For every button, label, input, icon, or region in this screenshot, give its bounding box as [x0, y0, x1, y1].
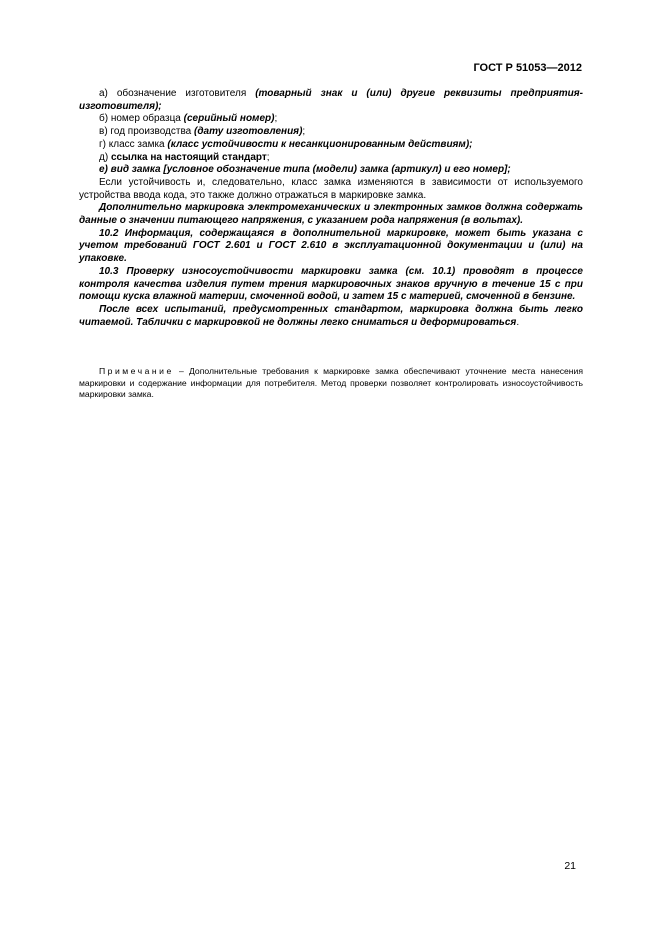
list-item-b [79, 113, 583, 126]
note-block [79, 366, 583, 401]
list-item-e: е) вид замка [условное обозначение типа (модели) замка (артикул) и его номер]; [99, 164, 511, 176]
paragraph-after-tests-end: . [516, 316, 520, 328]
note-label: Примечание [99, 366, 174, 376]
paragraph-10-3: 10.3 Проверку износоустойчивости маркировки замка (см. 10.1) проводят в процессе контроля качества изделия путем трения маркировочных знаков вручную в течение 15 с при помощи куска влажной материи, смоченной водой, и затем 15 с материей, смоченной в бензине. [79, 265, 583, 303]
list-item-v [79, 126, 583, 139]
list-item-g-emphasis: (класс устойчивости к несанкционированным действиям); [167, 138, 473, 150]
note-text: – Дополнительные требования к маркировке замка обеспечивают уточнение места нанесения маркировки и содержание информации для потребителя. Метод проверки позволяет контролировать износоустойчивость маркировки замка. [79, 366, 583, 400]
paragraph-after-tests-emphasis: После всех испытаний, предусмотренных стандартом, маркировка должна быть легко читаемой. Таблички с маркировкой не должны легко сниматься и деформироваться [79, 303, 583, 328]
list-item-v-text: в) год производства [99, 126, 195, 138]
paragraph-after-tests [79, 304, 583, 329]
list-item-b-emphasis: (серийный номер) [183, 113, 275, 125]
paragraph-resistance: Если устойчивость и, следовательно, класс замка изменяются в зависимости от используемого устройства ввода кода, это также должно отражаться в маркировке замка. [79, 176, 583, 201]
note-paragraph [79, 366, 583, 401]
list-item-g-text: г) класс замка [99, 138, 168, 150]
paragraph-electromechanical: Дополнительно маркировка электромеханических и электронных замков должна содержать данные о значении питающего напряжения, с указанием рода напряжения (в вольтах). [79, 202, 583, 227]
list-item-a [79, 88, 583, 113]
list-item-d [79, 152, 583, 165]
main-text [79, 88, 583, 329]
list-item-a-text: а) обозначение изготовителя [99, 88, 256, 99]
list-item-d-text: д) [99, 151, 111, 163]
list-item-v-end: ; [302, 126, 306, 138]
list-item-v-emphasis: (дату изготовления) [194, 126, 303, 138]
list-item-b-text: б) номер образца [99, 113, 184, 125]
list-item-a-emphasis: (товарный знак и (или) другие реквизиты предприятия-изготовителя); [79, 88, 584, 112]
paragraph-10-2: 10.2 Информация, содержащаяся в дополнительной маркировке, может быть указана с учетом требований ГОСТ 2.601 и ГОСТ 2.610 в эксплуатационной документации и (или) на упаковке. [79, 227, 583, 265]
list-item-d-end: ; [266, 151, 270, 163]
list-item-b-end: ; [274, 113, 278, 125]
page-number: 21 [564, 860, 576, 872]
list-item-d-emphasis: ссылка на настоящий стандарт [110, 151, 267, 163]
list-item-g [79, 139, 583, 152]
standard-header: ГОСТ Р 51053—2012 [473, 62, 582, 74]
